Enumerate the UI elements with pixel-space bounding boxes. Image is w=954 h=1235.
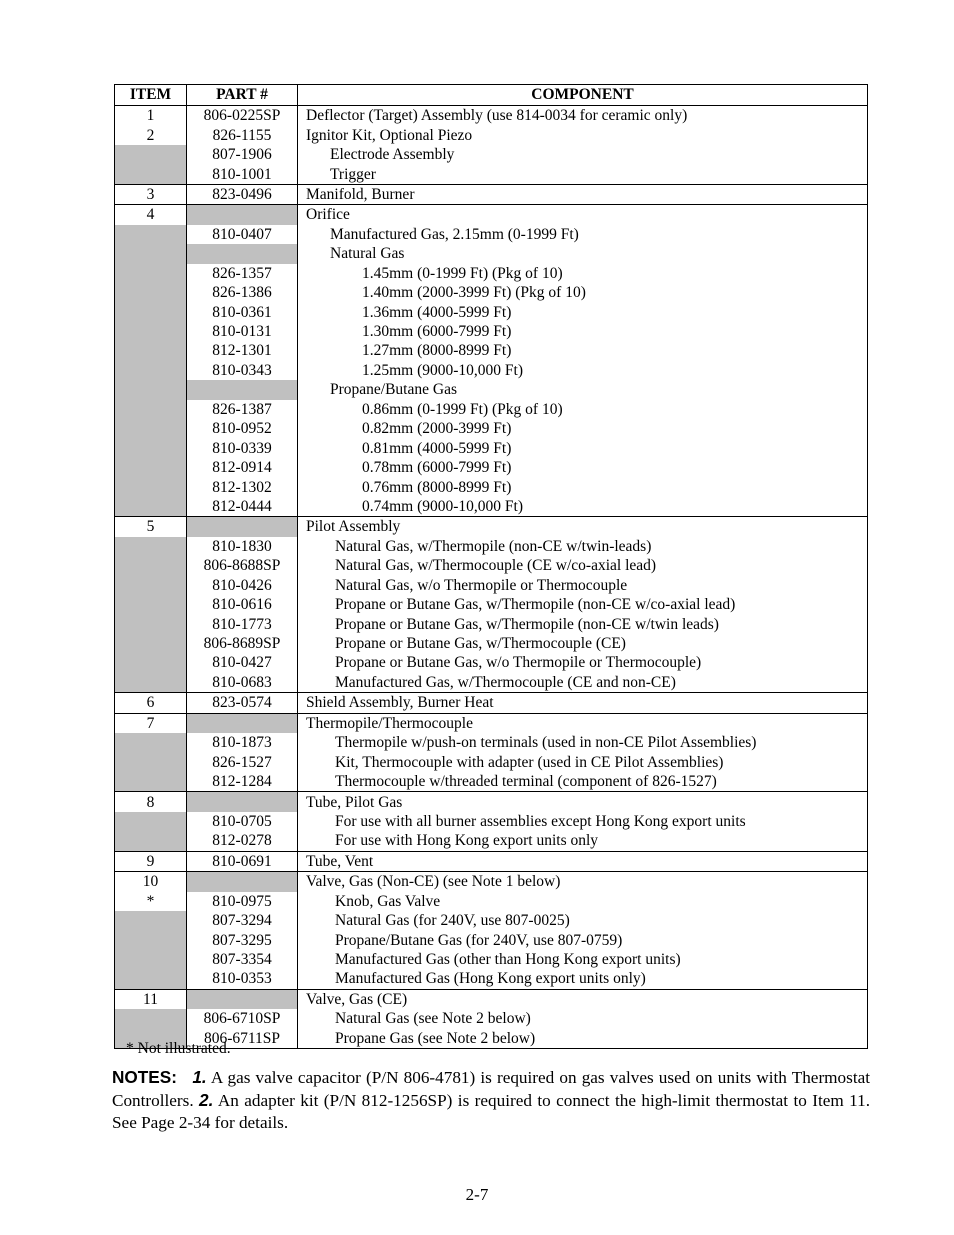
- cell-component: 0.81mm (4000-5999 Ft): [298, 438, 868, 457]
- cell-item: [115, 595, 187, 614]
- cell-component: Natural Gas (see Note 2 below): [298, 1009, 868, 1028]
- cell-component: Trigger: [298, 164, 868, 184]
- cell-component: Shield Assembly, Burner Heat: [298, 693, 868, 713]
- table-row: [115, 831, 868, 851]
- notes-paragraph: [112, 1066, 870, 1134]
- table-row: [115, 752, 868, 771]
- cell-part-number: 826-1357: [187, 264, 298, 283]
- cell-item: 5: [115, 517, 187, 537]
- cell-item: [115, 341, 187, 360]
- cell-part-number: 823-0574: [187, 693, 298, 713]
- cell-component: Thermopile w/push-on terminals (used in non-CE Pilot Assemblies): [298, 733, 868, 752]
- cell-item: 4: [115, 205, 187, 225]
- table-row: [115, 989, 868, 1009]
- table-row: [115, 595, 868, 614]
- cell-part-number: 812-1284: [187, 772, 298, 792]
- cell-part-number: 810-1873: [187, 733, 298, 752]
- cell-part-number: [187, 205, 298, 225]
- cell-component: Propane or Butane Gas, w/o Thermopile or Thermocouple): [298, 653, 868, 672]
- parts-table-body: [115, 106, 868, 1049]
- cell-item: [115, 361, 187, 380]
- cell-item: *: [115, 892, 187, 911]
- cell-item: [115, 264, 187, 283]
- cell-part-number: 807-3295: [187, 930, 298, 949]
- cell-component: Natural Gas, w/Thermopile (non-CE w/twin-leads): [298, 537, 868, 556]
- cell-part-number: 812-0278: [187, 831, 298, 851]
- cell-item: [115, 673, 187, 693]
- note-1-text: A gas valve capacitor (P/N 806-4781) is required on gas valves used on units with Thermostat Controllers.: [112, 1068, 870, 1110]
- cell-part-number: 810-0353: [187, 969, 298, 989]
- cell-part-number: 810-0683: [187, 673, 298, 693]
- cell-item: 8: [115, 792, 187, 812]
- cell-part-number: 806-8688SP: [187, 556, 298, 575]
- cell-component: For use with all burner assemblies except Hong Kong export units: [298, 812, 868, 831]
- cell-component: Manufactured Gas (other than Hong Kong export units): [298, 950, 868, 969]
- table-header-row: [115, 85, 868, 106]
- cell-component: 1.25mm (9000-10,000 Ft): [298, 361, 868, 380]
- cell-item: [115, 438, 187, 457]
- cell-component: Thermopile/Thermocouple: [298, 713, 868, 733]
- table-row: [115, 634, 868, 653]
- cell-part-number: [187, 792, 298, 812]
- cell-component: Pilot Assembly: [298, 517, 868, 537]
- cell-item: [115, 653, 187, 672]
- cell-part-number: 810-0343: [187, 361, 298, 380]
- cell-part-number: 806-6711SP: [187, 1029, 298, 1049]
- cell-component: Propane/Butane Gas (for 240V, use 807-0759): [298, 930, 868, 949]
- cell-part-number: 810-0131: [187, 322, 298, 341]
- table-row: [115, 225, 868, 244]
- cell-component: Orifice: [298, 205, 868, 225]
- cell-item: [115, 458, 187, 477]
- cell-part-number: 810-0426: [187, 576, 298, 595]
- table-row: [115, 380, 868, 399]
- cell-item: [115, 733, 187, 752]
- cell-part-number: 806-8689SP: [187, 634, 298, 653]
- cell-component: Thermocouple w/threaded terminal (component of 826-1527): [298, 772, 868, 792]
- cell-part-number: 810-0427: [187, 653, 298, 672]
- table-row: [115, 419, 868, 438]
- cell-component: Manufactured Gas, w/Thermocouple (CE and non-CE): [298, 673, 868, 693]
- footnote-not-illustrated: * Not illustrated.: [126, 1040, 231, 1057]
- table-row: [115, 892, 868, 911]
- cell-component: 1.40mm (2000-3999 Ft) (Pkg of 10): [298, 283, 868, 302]
- cell-part-number: [187, 713, 298, 733]
- table-row: [115, 341, 868, 360]
- table-row: [115, 851, 868, 871]
- table-row: [115, 184, 868, 204]
- notes-label: NOTES:: [112, 1067, 177, 1087]
- cell-component: Kit, Thermocouple with adapter (used in CE Pilot Assemblies): [298, 752, 868, 771]
- table-row: [115, 772, 868, 792]
- cell-component: Manufactured Gas (Hong Kong export units only): [298, 969, 868, 989]
- cell-item: 11: [115, 989, 187, 1009]
- cell-part-number: 826-1387: [187, 400, 298, 419]
- cell-item: [115, 497, 187, 517]
- cell-item: [115, 400, 187, 419]
- table-row: [115, 969, 868, 989]
- cell-item: [115, 752, 187, 771]
- cell-part-number: 810-0407: [187, 225, 298, 244]
- table-row: [115, 576, 868, 595]
- cell-component: 0.82mm (2000-3999 Ft): [298, 419, 868, 438]
- cell-item: [115, 283, 187, 302]
- table-row: [115, 145, 868, 164]
- page-number: 2-7: [465, 1185, 489, 1204]
- cell-component: Electrode Assembly: [298, 145, 868, 164]
- cell-part-number: 812-1301: [187, 341, 298, 360]
- cell-component: Deflector (Target) Assembly (use 814-0034 for ceramic only): [298, 106, 868, 126]
- cell-item: [115, 537, 187, 556]
- table-row: [115, 812, 868, 831]
- table-row: [115, 400, 868, 419]
- cell-component: Tube, Vent: [298, 851, 868, 871]
- cell-part-number: 806-0225SP: [187, 106, 298, 126]
- table-row: [115, 497, 868, 517]
- note-1-number: 1.: [192, 1067, 207, 1087]
- cell-item: [115, 772, 187, 792]
- cell-item: [115, 302, 187, 321]
- cell-item: [115, 911, 187, 930]
- cell-part-number: 806-6710SP: [187, 1009, 298, 1028]
- cell-part-number: 812-1302: [187, 477, 298, 496]
- cell-item: 6: [115, 693, 187, 713]
- table-row: [115, 614, 868, 633]
- cell-item: 10: [115, 872, 187, 892]
- table-row: [115, 673, 868, 693]
- cell-part-number: 810-1830: [187, 537, 298, 556]
- cell-component: 1.36mm (4000-5999 Ft): [298, 302, 868, 321]
- table-row: [115, 872, 868, 892]
- table-row: [115, 205, 868, 225]
- cell-item: [115, 380, 187, 399]
- cell-item: [115, 477, 187, 496]
- table-row: [115, 911, 868, 930]
- cell-item: [115, 812, 187, 831]
- cell-part-number: 823-0496: [187, 184, 298, 204]
- table-row: [115, 361, 868, 380]
- cell-item: 1: [115, 106, 187, 126]
- cell-item: [115, 225, 187, 244]
- table-row: [115, 164, 868, 184]
- cell-item: [115, 576, 187, 595]
- cell-component: Natural Gas (for 240V, use 807-0025): [298, 911, 868, 930]
- cell-part-number: 810-1001: [187, 164, 298, 184]
- cell-component: Manifold, Burner: [298, 184, 868, 204]
- cell-component: Natural Gas, w/o Thermopile or Thermocouple: [298, 576, 868, 595]
- cell-part-number: 810-0705: [187, 812, 298, 831]
- table-row: [115, 1009, 868, 1028]
- cell-component: Propane or Butane Gas, w/Thermopile (non-CE w/co-axial lead): [298, 595, 868, 614]
- note-2-text: An adapter kit (P/N 812-1256SP) is required to connect the high-limit thermostat to Item 11. See Page 2-34 for details.: [112, 1091, 870, 1132]
- cell-component: Natural Gas: [298, 244, 868, 263]
- cell-component: For use with Hong Kong export units only: [298, 831, 868, 851]
- cell-item: 9: [115, 851, 187, 871]
- cell-item: [115, 419, 187, 438]
- table-row: [115, 713, 868, 733]
- cell-component: Natural Gas, w/Thermocouple (CE w/co-axial lead): [298, 556, 868, 575]
- cell-part-number: [187, 517, 298, 537]
- table-row: [115, 264, 868, 283]
- cell-part-number: 812-0444: [187, 497, 298, 517]
- cell-item: [115, 969, 187, 989]
- cell-part-number: 812-0914: [187, 458, 298, 477]
- cell-item: [115, 634, 187, 653]
- cell-item: [115, 930, 187, 949]
- table-row: [115, 556, 868, 575]
- cell-part-number: [187, 244, 298, 263]
- table-row: [115, 693, 868, 713]
- table-row: [115, 283, 868, 302]
- cell-item: 2: [115, 125, 187, 144]
- cell-component: Ignitor Kit, Optional Piezo: [298, 125, 868, 144]
- table-row: [115, 458, 868, 477]
- cell-part-number: 810-0691: [187, 851, 298, 871]
- header-part-number: PART #: [187, 85, 298, 106]
- cell-component: 1.45mm (0-1999 Ft) (Pkg of 10): [298, 264, 868, 283]
- table-row: [115, 302, 868, 321]
- cell-part-number: 810-0616: [187, 595, 298, 614]
- cell-item: [115, 950, 187, 969]
- cell-part-number: [187, 380, 298, 399]
- cell-item: [115, 145, 187, 164]
- table-row: [115, 106, 868, 126]
- table-row: [115, 733, 868, 752]
- cell-component: 1.27mm (8000-8999 Ft): [298, 341, 868, 360]
- cell-part-number: 807-1906: [187, 145, 298, 164]
- cell-part-number: 807-3354: [187, 950, 298, 969]
- cell-part-number: 807-3294: [187, 911, 298, 930]
- cell-component: 0.76mm (8000-8999 Ft): [298, 477, 868, 496]
- cell-item: [115, 831, 187, 851]
- table-row: [115, 653, 868, 672]
- cell-item: [115, 164, 187, 184]
- cell-component: Valve, Gas (Non-CE) (see Note 1 below): [298, 872, 868, 892]
- cell-part-number: 810-0361: [187, 302, 298, 321]
- table-row: [115, 930, 868, 949]
- note-2-number: 2.: [199, 1090, 214, 1110]
- cell-part-number: 826-1527: [187, 752, 298, 771]
- cell-part-number: 826-1155: [187, 125, 298, 144]
- cell-part-number: 810-0339: [187, 438, 298, 457]
- cell-component: Propane Gas (see Note 2 below): [298, 1029, 868, 1049]
- cell-item: 3: [115, 184, 187, 204]
- cell-part-number: [187, 872, 298, 892]
- cell-part-number: 826-1386: [187, 283, 298, 302]
- cell-part-number: [187, 989, 298, 1009]
- cell-part-number: 810-0975: [187, 892, 298, 911]
- cell-component: Tube, Pilot Gas: [298, 792, 868, 812]
- cell-part-number: 810-1773: [187, 614, 298, 633]
- table-row: [115, 517, 868, 537]
- table-row: [115, 322, 868, 341]
- cell-component: 0.74mm (9000-10,000 Ft): [298, 497, 868, 517]
- cell-component: Propane/Butane Gas: [298, 380, 868, 399]
- parts-table: [114, 84, 868, 1049]
- table-row: [115, 950, 868, 969]
- header-item: ITEM: [115, 85, 187, 106]
- cell-component: Manufactured Gas, 2.15mm (0-1999 Ft): [298, 225, 868, 244]
- cell-item: [115, 556, 187, 575]
- cell-item: 7: [115, 713, 187, 733]
- cell-item: [115, 322, 187, 341]
- cell-item: [115, 244, 187, 263]
- table-row: [115, 477, 868, 496]
- table-row: [115, 244, 868, 263]
- cell-component: Propane or Butane Gas, w/Thermopile (non-CE w/twin leads): [298, 614, 868, 633]
- table-row: [115, 438, 868, 457]
- cell-component: Propane or Butane Gas, w/Thermocouple (CE): [298, 634, 868, 653]
- cell-part-number: 810-0952: [187, 419, 298, 438]
- cell-component: 0.86mm (0-1999 Ft) (Pkg of 10): [298, 400, 868, 419]
- cell-component: 0.78mm (6000-7999 Ft): [298, 458, 868, 477]
- cell-item: [115, 614, 187, 633]
- table-row: [115, 125, 868, 144]
- table-row: [115, 792, 868, 812]
- table-row: [115, 537, 868, 556]
- cell-component: 1.30mm (6000-7999 Ft): [298, 322, 868, 341]
- cell-component: Knob, Gas Valve: [298, 892, 868, 911]
- header-component: COMPONENT: [298, 85, 868, 106]
- cell-component: Valve, Gas (CE): [298, 989, 868, 1009]
- cell-item: [115, 1009, 187, 1028]
